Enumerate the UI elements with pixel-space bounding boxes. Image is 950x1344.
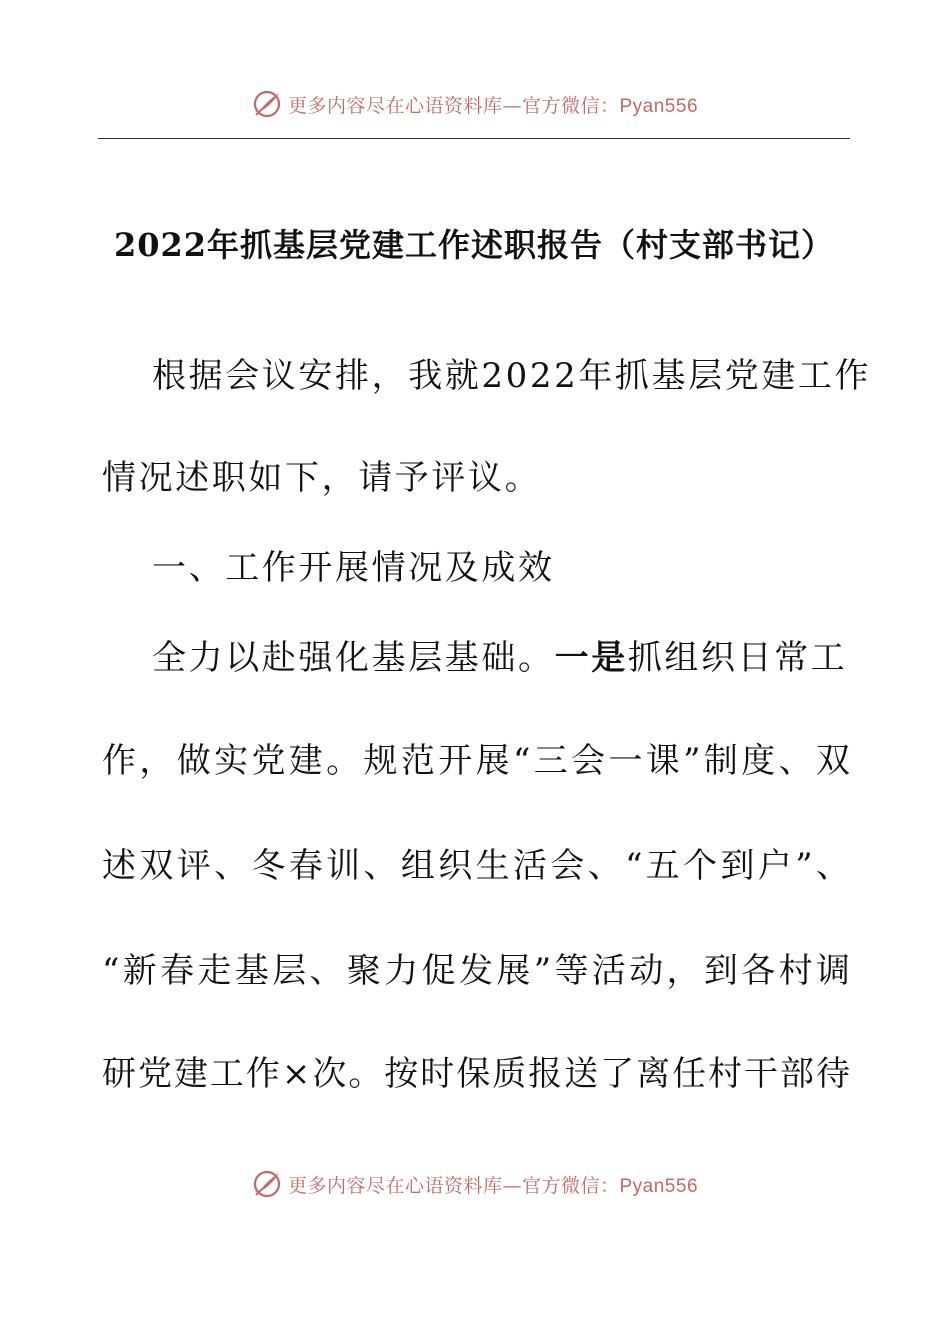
watermark-text: 更多内容尽在心语资料库—官方微信：Pyan556 bbox=[287, 94, 699, 117]
section-heading-1: 一、工作开展情况及成效 bbox=[152, 548, 555, 588]
header-watermark bbox=[0, 84, 950, 124]
body-line-4: 作，做实党建。规范开展“三会一课”制度、双 bbox=[102, 741, 850, 781]
document-title: 2022年抓基层党建工作述职报告（村支部书记） bbox=[113, 226, 835, 264]
quill-logo-icon bbox=[252, 1169, 282, 1199]
body-line-2: 情况述职如下，请予评议。 bbox=[102, 458, 542, 498]
footer-watermark bbox=[0, 1164, 950, 1204]
body-line-1: 根据会议安排，我就2022年抓基层党建工作 bbox=[152, 356, 872, 396]
quill-logo-icon bbox=[252, 89, 282, 119]
body-line-5: 述双评、冬春训、组织生活会、“五个到户”、 bbox=[102, 846, 850, 886]
body-line-7: 研党建工作×次。按时保质报送了离任村干部待 bbox=[102, 1054, 850, 1094]
watermark-text: 更多内容尽在心语资料库—官方微信：Pyan556 bbox=[287, 1174, 699, 1197]
bold-lead: 一是 bbox=[554, 638, 628, 678]
body-line-6: “新春走基层、聚力促发展”等活动，到各村调 bbox=[102, 951, 850, 991]
header-rule bbox=[98, 138, 850, 139]
body-line-3: 全力以赴强化基层基础。一是抓组织日常工 bbox=[152, 638, 848, 678]
